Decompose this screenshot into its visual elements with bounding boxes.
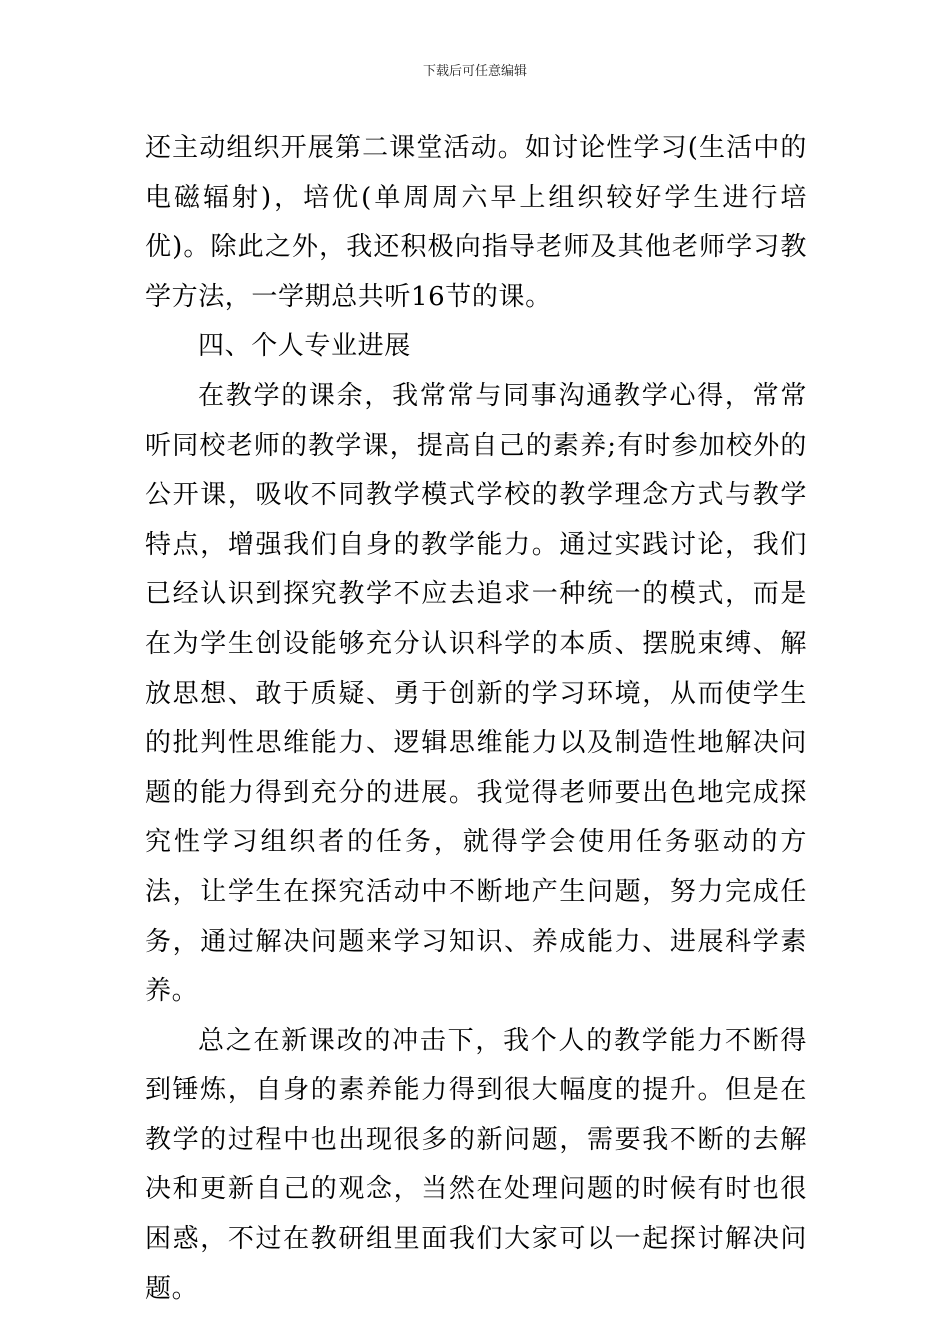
paragraph-continuation: 还主动组织开展第二课堂活动。如讨论性学习(生活中的电磁辐射)，培优(单周周六早上组织较好学生进行培优)。除此之外，我还积极向指导老师及其他老师学习教学方法，一学期总共听16节的课。 [145, 133, 807, 312]
paragraph-professional-development: 在教学的课余，我常常与同事沟通教学心得，常常听同校老师的教学课，提高自己的素养;有时参加校外的公开课，吸收不同教学模式学校的教学理念方式与教学特点，增强我们自身的教学能力。通过实践讨论，我们已经认识到探究教学不应去追求一种统一的模式，而是在为学生创设能够充分认识科学的本质、摆脱束缚、解放思想、敢于质疑、勇于创新的学习环境，从而使学生的批判性思维能力、逻辑思维能力以及制造性地解决问题的能力得到充分的进展。我觉得老师要出色地完成探究性学习组织者的任务，就得学会使用任务驱动的方法，让学生在探究活动中不断地产生问题，努力完成任务，通过解决问题来学习知识、养成能力、进展科学素养。 [145, 380, 807, 1007]
section-heading: 四、个人专业进展 [198, 331, 411, 362]
paragraph-conclusion: 总之在新课改的冲击下，我个人的教学能力不断得到锤炼，自身的素养能力得到很大幅度的提升。但是在教学的过程中也出现很多的新问题，需要我不断的去解决和更新自己的观念，当然在处理问题的时候有时也很困惑，不过在教研组里面我们大家可以一起探讨解决问题。 [145, 1025, 807, 1304]
page-header: 下载后可任意编辑 [422, 64, 527, 79]
document-body [145, 124, 807, 1314]
